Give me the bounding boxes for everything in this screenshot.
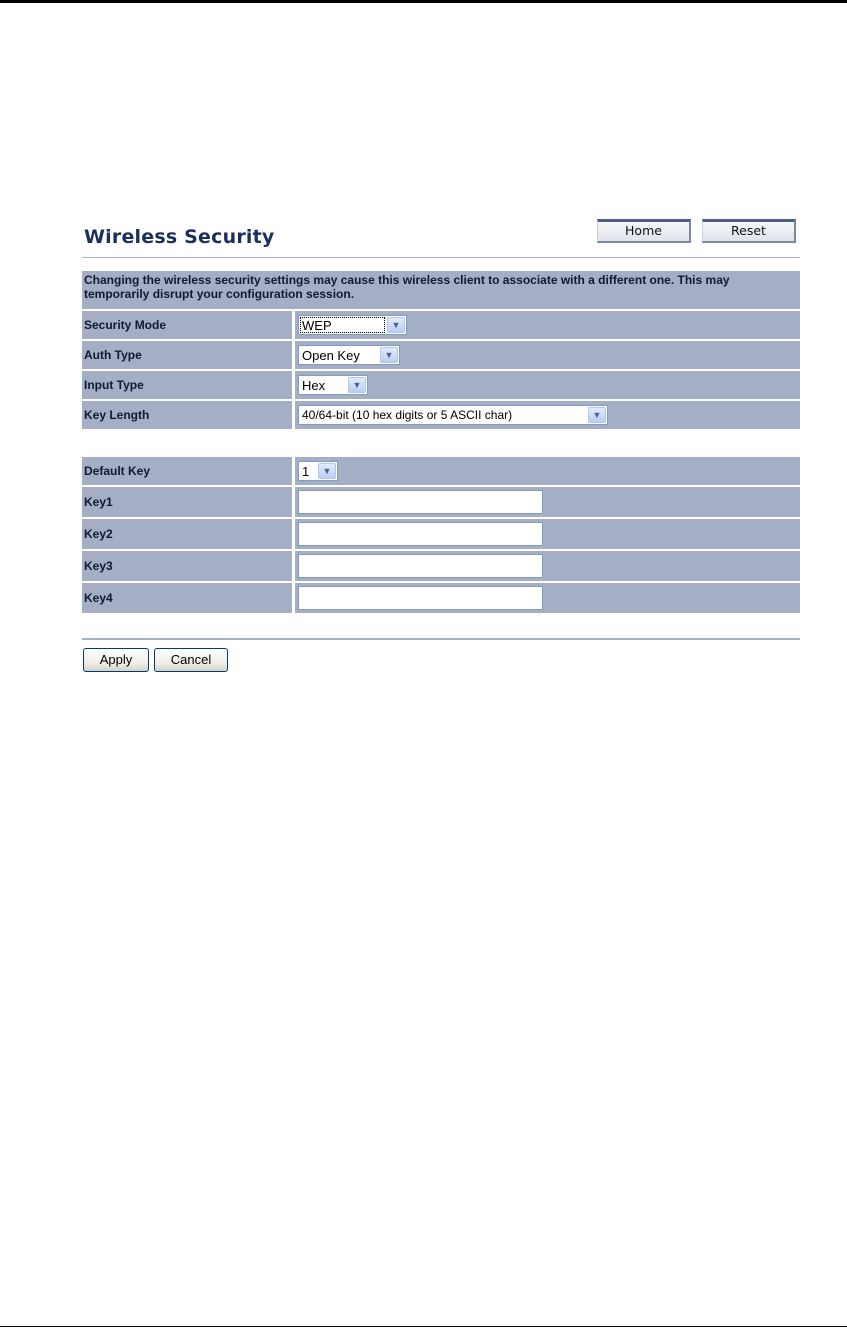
section-spacer <box>82 431 800 457</box>
key4-label: Key4 <box>82 583 295 613</box>
input-type-label: Input Type <box>82 371 295 399</box>
default-key-row <box>82 457 800 487</box>
key3-row <box>82 551 800 583</box>
security-settings-panel <box>82 271 800 615</box>
key3-label: Key3 <box>82 551 295 581</box>
key-length-row <box>82 401 800 431</box>
notice-text: Changing the wireless security settings may cause this wireless client to associate with a different one. This may temporarily disrupt your configuration session. <box>84 273 730 301</box>
chevron-down-icon[interactable]: ▼ <box>348 377 366 393</box>
key1-input[interactable] <box>298 490 543 514</box>
key4-input[interactable] <box>298 586 543 610</box>
key2-row <box>82 519 800 551</box>
key2-input[interactable] <box>298 522 543 546</box>
cancel-button[interactable]: Cancel <box>154 648 228 672</box>
footer-divider <box>82 638 800 640</box>
key-length-select[interactable] <box>298 405 608 425</box>
key1-label: Key1 <box>82 487 295 517</box>
page-title: Wireless Security <box>84 226 275 248</box>
default-key-select[interactable] <box>298 461 338 481</box>
top-rule <box>0 0 847 3</box>
chevron-down-icon[interactable]: ▼ <box>387 317 405 333</box>
default-key-value: 1 <box>302 463 310 479</box>
auth-type-row <box>82 341 800 371</box>
input-type-row <box>82 371 800 401</box>
security-mode-value: WEP <box>299 316 386 334</box>
input-type-value: Hex <box>302 377 326 393</box>
home-button[interactable]: Home <box>597 219 691 243</box>
bottom-rule <box>0 1326 847 1327</box>
key-length-value: 40/64-bit (10 hex digits or 5 ASCII char) <box>302 408 513 422</box>
apply-button[interactable]: Apply <box>83 648 149 672</box>
auth-type-label: Auth Type <box>82 341 295 369</box>
default-key-label: Default Key <box>82 457 295 485</box>
notice-row <box>82 271 800 311</box>
chevron-down-icon[interactable]: ▼ <box>380 347 398 363</box>
auth-type-value: Open Key <box>302 347 360 363</box>
security-mode-row <box>82 311 800 341</box>
key-length-label: Key Length <box>82 401 295 429</box>
auth-type-select[interactable] <box>298 345 400 365</box>
input-type-select[interactable] <box>298 375 368 395</box>
header-divider <box>82 257 800 258</box>
key4-row <box>82 583 800 615</box>
chevron-down-icon[interactable]: ▼ <box>318 463 336 479</box>
chevron-down-icon[interactable]: ▼ <box>588 407 606 423</box>
key2-label: Key2 <box>82 519 295 549</box>
reset-button[interactable]: Reset <box>702 219 796 243</box>
page-header <box>82 216 800 258</box>
security-mode-select[interactable] <box>298 315 407 335</box>
key3-input[interactable] <box>298 554 543 578</box>
key1-row <box>82 487 800 519</box>
security-mode-label: Security Mode <box>82 311 295 339</box>
